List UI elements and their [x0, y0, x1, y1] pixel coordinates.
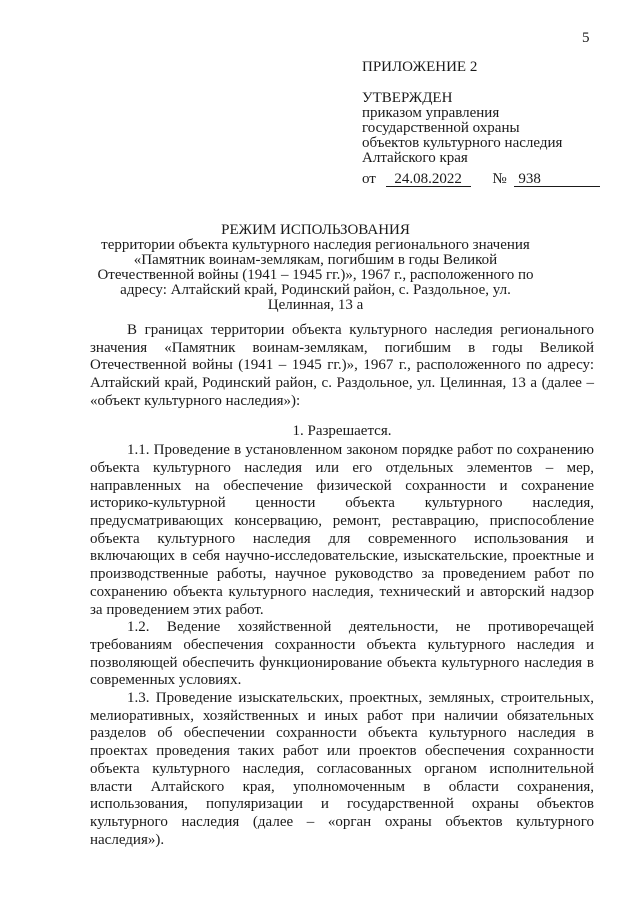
from-label: от — [362, 171, 376, 187]
number-sign: № — [492, 171, 507, 187]
order-line — [362, 172, 632, 187]
appendix-label: ПРИЛОЖЕНИЕ 2 — [362, 59, 478, 75]
order-number: 938 — [514, 172, 600, 187]
approval-line: объектов культурного наследия — [362, 135, 563, 151]
document-title: РЕЖИМ ИСПОЛЬЗОВАНИЯ — [221, 222, 410, 238]
section-item: 1.3. Проведение изыскательских, проектных, земляных, строительных, мелиоративных, хозяйственных и иных работ при наличии обязательных разделов об обеспечении сохранности объекта культурного наследия в проектах проведения таких работ или проектов обеспечения сохранности объекта культурного наследия, согласованных органом исполнительной власти Алтайского края, уполномоченным в области сохранения, использования, популяризации и государственной охраны объектов культурного наследия (далее – «орган охраны объектов культурного наследия»). — [90, 690, 594, 848]
section-heading: 1. Разрешается. — [292, 422, 392, 439]
approved-label: УТВЕРЖДЕН — [362, 90, 453, 106]
order-date: 24.08.2022 — [386, 172, 471, 187]
page-number: 5 — [582, 30, 590, 46]
approval-line: Алтайского края — [362, 150, 468, 166]
approval-block — [362, 60, 632, 187]
section-item: 1.2. Ведение хозяйственной деятельности, не противоречащей требованиям обеспечения сохранности объекта культурного наследия и позволяющей обеспечить функционирование объекта культурного наследия в современных условиях. — [90, 619, 594, 689]
approval-line: приказом управления — [362, 105, 500, 121]
approval-line: государственной охраны — [362, 120, 520, 136]
document-body — [90, 322, 594, 849]
title-block — [88, 223, 543, 313]
section-item: 1.1. Проведение в установленном законом порядке работ по сохранению объекта культурного наследия или его отдельных элементов – мер, направленных на обеспечение физической сохранности и сохранение историко-культурной ценности объекта культурного наследия, предусматривающих консервацию, ремонт, реставрацию, приспособление объекта культурного наследия для современного использования и включающих в себя научно-исследовательские, изыскательские, проектные и производственные работы, научное руководство за проведением работ по сохранению объекта культурного наследия, технический и авторский надзор за проведением этих работ. — [90, 442, 594, 618]
document-subtitle: территории объекта культурного наследия регионального значения «Памятник воинам-землякам, погибшим в годы Великой Отечественной войны (1941 – 1945 гг.)», 1967 г., расположенного по адресу: Алтайский край, Родинский район, с. Раздольное, ул. Целинная, 13 а — [97, 237, 534, 313]
intro-paragraph: В границах территории объекта культурного наследия регионального значения «Памятник воинам-землякам, погибшим в годы Великой Отечественной войны (1941 – 1945 гг.)», 1967 г., расположенного по адресу: Алтайский край, Родинский район, с. Раздольное, ул. Целинная, 13 а (далее – «объект культурного наследия»): — [90, 322, 594, 409]
